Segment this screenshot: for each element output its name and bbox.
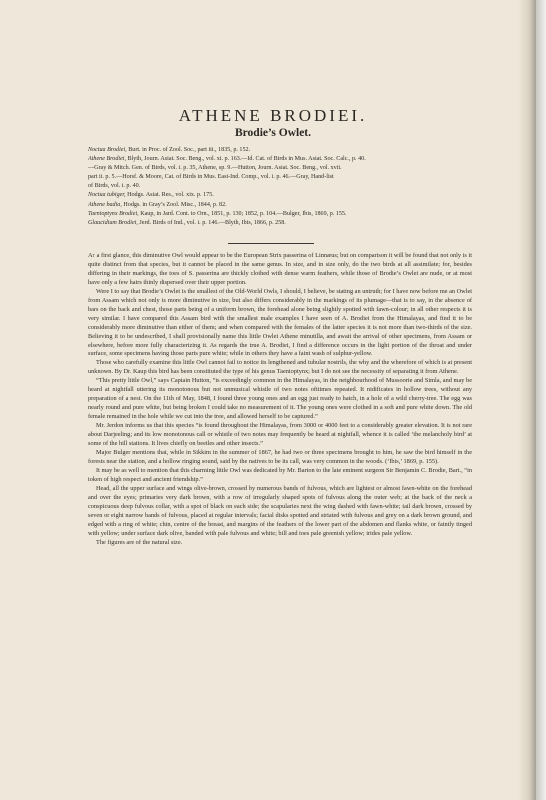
synonym-entry: Noctua tubiger, Hodgs. Asiat. Res., vol. xix. p. 175. bbox=[88, 192, 214, 199]
opening-paragraph: At a first glance, this diminutive Owl would appear to be the European Strix passerina of Linnæus; but on comparison it will be found that not only is it quite distinct from that species, but it cannot be placed in the same genus. In size, and in size only, do the two birds at all assimilate; for, besides differing in their markings, the toes of S. passerina are thickly clothed with dense warm feathers, while those of Brodie’s Owlet are nude, or at most have only a few hairs thinly dispersed over their upper portion. bbox=[88, 252, 472, 286]
paragraph: Mr. Jerdon informs us that this species “is found throughout the Himalayas, from 3000 or 4000 feet to a considerably greater elevation. It is not rare about Darjeeling; and its low monotonous call or whistle of two notes may frequently be heard at nightfall, whence it is called ‘the melancholy bird’ at some of the hill stations. It lives chiefly on beetles and other insects.” bbox=[88, 422, 472, 448]
paragraph: Were I to say that Brodie’s Owlet is the smallest of the Old-World Owls, I should, I believe, be stating an untruth; for I have now before me an Owlet from Assam which not only is more diminutive in size, but also differs considerably in the markings of its plumage—that is to say, in the absence of bars on the back and chest, those parts being of a uniform brown, the forehead alone being slightly spotted with fawn-colour; in all other respects it is very similar. I have compared this Assam bird with the smallest male examples I have seen of A. Brodiei from the Himalayas, and find it to be considerably more diminutive than either of them; and when compared with the females of the latter species it is not more than two-thirds of the size. Believing it to be undescribed, I shall provisionally name this little Owlet Athene minutilla, and await the arrival of other specimens, from Assam or elsewhere, before more fully characterizing it. As regards the true A. Brodiei, I find a difference occurs in the light portion of the throat and under surface, some specimens having those parts pure white; while in others they have a faint wash of sulphur-yellow. bbox=[88, 287, 473, 358]
synonym-entry: part ii. p. 5.—Horsf. & Moore, Cat. of Birds in Mus. East-Ind. Comp., vol. i. p. 46.—Gray, Hand-list bbox=[88, 174, 334, 181]
synonym-entry: Noctua Brodiei, Burt. in Proc. of Zool. Soc., part iii., 1835, p. 152. bbox=[88, 147, 251, 153]
paragraph: Major Bulger mentions that, while in Sikkim in the summer of 1867, he had two or three specimens brought to him, he saw the bird himself in the forests near the station, and a hollow ringing sound, said by the natives to be its call, was very common in the woods. (‘Ibis,’ 1869, p. 155). bbox=[88, 448, 472, 465]
article-body bbox=[88, 252, 472, 547]
synonym-entry: Glaucidium Brodiei, Jerd. Birds of Ind., vol. i. p. 146.—Blyth, Ibis, 1866, p. 258. bbox=[88, 219, 286, 226]
synonym-entry: Athene Brodiei, Blyth, Journ. Asiat. Soc. Beng., vol. xi. p. 163.—Id. Cat. of Birds in Mus. Asiat. Soc. Calc., p. 40. bbox=[88, 156, 366, 163]
synonym-entry: Athene badia, Hodgs. in Gray’s Zool. Misc., 1844, p. 82. bbox=[88, 201, 227, 208]
common-name: Brodie’s Owlet. bbox=[234, 127, 312, 139]
section-divider bbox=[228, 243, 314, 244]
paragraph: Those who carefully examine this little Owl cannot fail to notice its lengthened and tubular nostrils, the why and the wherefore of which is at present unknown. By Dr. Kaup this bird has been constituted the type of his genus Taenioptynx; but I do not see the necessity of separating it from Athene. bbox=[88, 359, 472, 376]
paragraph: The figures are of the natural size. bbox=[96, 538, 183, 546]
paragraph: Head, all the upper surface and wings olive-brown, crossed by numerous bands of fulvous, which are lightest or almost fawn-white on the forehead and over the eyes; primaries very dark brown, with a row of irregularly shaped spots of fulvous along the outer web; at the back of the neck a conspicuous deep fulvous collar, with a spot of black on each side; the scapularies next the wing dashed with fawn-white; tail dark brown, crossed by seven or eight narrow bands of fulvous, placed at regular intervals; facial disks spotted and striated with fulvous and grey on a dark brown ground, and edged with a ring of white; chin, centre of the breast, and margins of the feathers of the lower part of the abdomen and flanks white, or faintly tinged with yellow; under surface dark olive, banded with pale fulvous and white; bill and toes pale greenish yellow; irides pale yellow. bbox=[88, 484, 472, 537]
paragraph: “This pretty little Owl,” says Captain Hutton, “is exceedingly common in the Himalayas, in the neighbourhood of Mussoorie and Simla, and may be heard at nightfall uttering its monotonous but not unmusical whistle of two notes ofttimes repeated. It nidificates in hollow trees, without any preparation of a nest. On the 11th of May, 1848, I found three young ones and an egg just ready to hatch, in a hole of a wild cherry-tree. The egg was nearly round and pure white, but being broken I could take no measurement of it. The young ones were clothed in a soft and pure white down. The old female remained in the hole while we cut into the tree, and allowed herself to be captured.” bbox=[88, 377, 472, 421]
synonym-entry: Taenioptynx Brodiei, Kaup, in Jard. Cont. to Orn., 1851, p. 130; 1852, p. 104.—Bulger, Ibis, 1869, p. 155. bbox=[88, 210, 347, 217]
paragraph: It may be as well to mention that this charming little Owl was dedicated by Mr. Barton to the late eminent surgeon Sir Benjamin C. Brodie, Bart., “in token of high respect and ancient friendship.” bbox=[88, 466, 472, 483]
synonym-entry: —Gray & Mitch. Gen. of Birds, vol. i. p. 35, Athene, sp. 9.—Hutton, Journ. Asiat. Soc. Beng., vol. xvii. bbox=[88, 165, 342, 172]
synonymy-list bbox=[88, 146, 472, 228]
synonym-entry: of Birds, vol. i. p. 40. bbox=[88, 183, 141, 190]
page-title: ATHENE BRODIEI. bbox=[178, 106, 368, 125]
